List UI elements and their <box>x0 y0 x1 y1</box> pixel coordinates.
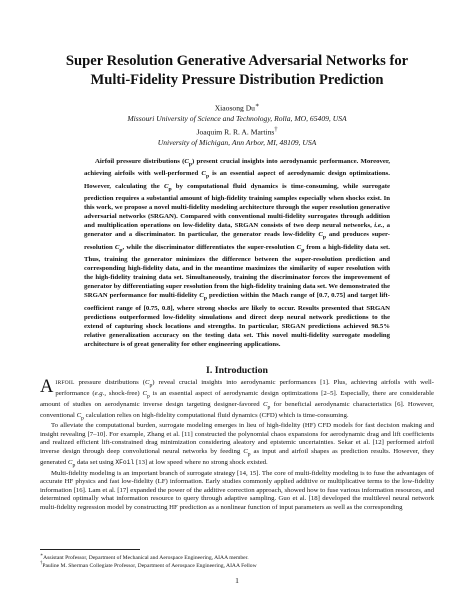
footnote-rule <box>40 549 140 550</box>
title-line-1: Super Resolution Generative Adversarial Networks for <box>65 53 409 69</box>
introduction-body <box>40 379 434 512</box>
title-line-2: Multi-Fidelity Pressure Distribution Prediction <box>90 72 384 88</box>
paper-title <box>40 52 434 90</box>
footnote-2: †Pauline M. Sherman Collegiate Professor, Department of Aerospace Engineering, AIAA Fellow <box>40 561 257 569</box>
author-affiliation-1: Missouri University of Science and Technology, Rolla, MO, 65409, USA <box>127 113 347 123</box>
abstract <box>84 157 390 349</box>
inline-code-xfoil: XFoil <box>115 458 135 466</box>
author-affiliation-2: University of Michigan, Ann Arbor, MI, 48109, USA <box>157 137 317 147</box>
author-block-2 <box>40 125 434 148</box>
page-number: 1 <box>235 576 239 585</box>
section-heading-introduction: I. Introduction <box>206 365 268 376</box>
author-name-1: Xiaosong Du∗ <box>214 102 260 113</box>
abstract-text: Airfoil pressure distributions $(C_p)$ present crucial insights into aerodynamic performance. Moreover, achieving airfoils with well-performed $C_p$ is an essential aspect of aerodynamic design optimizations. However, calculating the $C_p$ by computational fluid dynamics is time-consuming, while surrogate prediction requires a substantial amount of high-fidelity training samples especially when shocks exist. In this work, we propose a novel multi-fidelity modeling architecture through the super resolution generative adversarial networks (SRGAN). Compared with conventional multi-fidelity surrogates through addition and multiplication operations on low-fidelity data, SRGAN consists of two deep neural networks, i.e., a generator and a discriminator. In particular, the generator reads low-fidelity $C_p$ and produces super-resolution $C_p$, while the discriminator differentiates the super-resolution $C_p$ from a high-fidelity data set. Thus, training the generator minimizes the difference between the super-resolution prediction and corresponding high-fidelity data, and in the meantime maximizes the similarity of super resolution with the high-fidelity training data set. Simultaneously, training the discriminator forces the improvement of generator by differentiating super resolution from the high-fidelity training data set. We demonstrated the SRGAN performance for multi-fidelity $C_p$ prediction within the Mach range of [0.7, 0.75] and target lift-coefficient range of [0.75, 0.8], where strong shocks are likely to occur. Results presented that SRGAN predictions outperformed low-fidelity simulations and direct deep neural network predictions to the extend of capturing shock locations and strengths. In particular, SRGAN predictions achieved 98.5% relative generalization accuracy on the testing data set. This novel multi-fidelity surrogate modeling architecture is of great generality for other engineering applications. <box>84 158 391 348</box>
footnote-1: ∗Assistant Professor, Department of Mechanical and Aerospace Engineering, AIAA member. <box>40 553 249 561</box>
intro-paragraph-3: Multi-fidelity modeling is an important branch of surrogate strategy [14, 15]. The core of multi-fidelity modeling is to fuse the advantages of accurate HF physics and fast low-fidelity (LF) information. Early studies commonly applied additive or multiplicative terms to the low-fidelity information [16]. Lam et al. [17] expanded the power of the additive correction approach, showed how to fuse various information resources, and determined optimally what information resource to query through adaptive sampling. Guo et al. [18] developed the multilevel neural network multi-fidelity regression model by constructing HF prediction as a nonlinear function of input parameters as well as the corresponding <box>40 469 434 511</box>
author-block-1 <box>40 101 434 124</box>
intro-paragraph-1: AIRFOIL pressure distributions $(C_p)$ reveal crucial insights into aerodynamic performances [1]. Plus, achieving airfoils with well-performance (e.g., shock-free) $C_p$ is an essential aspect of aerodynamic design optimizations [2–5]. Especially, there are considerable amount of studies on aerodynamic inverse design targeting designer-favored $C_p$ for beneficial aerodynamic characteristics [6]. However, conventional $C_p$ calculation relies on high-fidelity computational fluid dynamics (CFD) which is time-consuming. <box>40 377 435 421</box>
drop-cap: A <box>40 377 54 397</box>
author-name-2: Joaquim R. R. A. Martins† <box>196 126 278 137</box>
intro-paragraph-2: To alleviate the computational burden, surrogate modeling emerges in lieu of high-fidelity (HF) CFD models for fast decision making and insight revealing [7–10]. For example, Zhang et al. [11] constructed the polynomial chaos expansions for aerodynamic drag and lift coefficients and realized efficient lift-constrained drag minimization considering aleatory and epistemic uncertainties. Sekar et al. [12] performed airfoil inverse design through deep convolutional neural networks by feeding $C_p$ as input and airfoil shapes as prediction results. However, they generated $C_p$ data set using XFoil [13] at low speed where no strong shock existed. <box>40 422 434 469</box>
